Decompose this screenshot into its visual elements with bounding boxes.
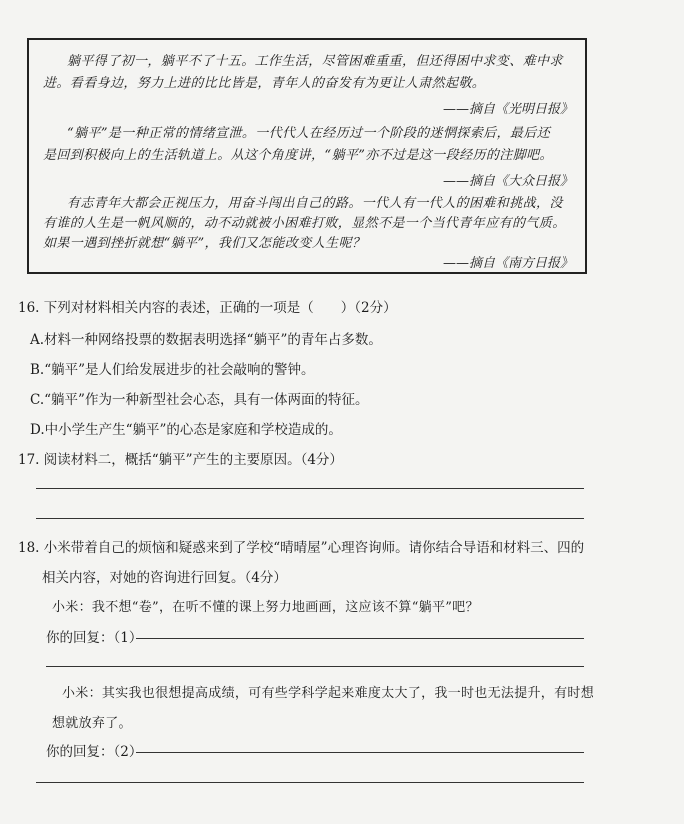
material-1-line-2: 进。看看身边，努力上进的比比皆是，青年人的奋发有为更让人肃然起敬。 bbox=[43, 76, 486, 91]
q16-option-d: D.中小学生产生“躺平”的心态是家庭和学校造成的。 bbox=[30, 422, 342, 438]
q18-stem-line-1: 18. 小米带着自己的烦恼和疑惑来到了学校“晴晴屋”心理咨询师。请你结合导语和材料三、四的 bbox=[18, 540, 585, 556]
q16-option-b: B.“躺平”是人们给发展进步的社会敲响的警钟。 bbox=[30, 362, 315, 378]
xiaomi-speech-1: 小米：我不想“卷”，在听不懂的课上努力地画画，这应该不算“躺平”吧？ bbox=[52, 600, 479, 615]
q16-option-a: A.材料一种网络投票的数据表明选择“躺平”的青年占多数。 bbox=[30, 332, 382, 348]
q16-stem: 16. 下列对材料相关内容的表述，正确的一项是（ ）（2分） bbox=[18, 300, 397, 316]
reply-1-answer-line-1[interactable] bbox=[136, 638, 584, 639]
material-3-line-3: 如果一遇到挫折就想“躺平”，我们又怎能改变人生呢？ bbox=[43, 236, 366, 251]
material-2-line-2: 是回到积极向上的生活轨道上。从这个角度讲，“躺平”亦不过是这一段经历的注脚吧。 bbox=[43, 148, 553, 163]
reply-1-label: 你的回复：（1） bbox=[46, 630, 143, 646]
material-3-line-1: 有志青年大都会正视压力，用奋斗闯出自己的路。一代人有一代人的困难和挑战，没 bbox=[67, 196, 563, 211]
material-1-line-1: 躺平得了初一，躺平不了十五。工作生活，尽管困难重重，但还得困中求变、难中求 bbox=[67, 54, 563, 69]
q17-answer-line-2[interactable] bbox=[36, 518, 584, 519]
material-1-source: ——摘自《光明日报》 bbox=[442, 102, 573, 117]
q18-stem-line-2: 相关内容，对她的咨询进行回复。（4分） bbox=[42, 570, 287, 586]
q17-stem: 17. 阅读材料二，概括“躺平”产生的主要原因。（4分） bbox=[18, 452, 343, 468]
reply-1-answer-line-2[interactable] bbox=[46, 666, 584, 667]
q17-answer-line-1[interactable] bbox=[36, 488, 584, 489]
material-2-source: ——摘自《大众日报》 bbox=[442, 174, 573, 189]
q16-option-c: C.“躺平”作为一种新型社会心态，具有一体两面的特征。 bbox=[30, 392, 369, 408]
materials-box bbox=[27, 38, 587, 274]
material-3-source: ——摘自《南方日报》 bbox=[442, 256, 573, 271]
material-2-line-1: “躺平”是一种正常的情绪宣泄。一代代人在经历过一个阶段的迷惘探索后，最后还 bbox=[67, 126, 551, 141]
reply-2-label: 你的回复：（2） bbox=[46, 744, 143, 760]
reply-2-answer-line-1[interactable] bbox=[136, 752, 584, 753]
material-3-line-2: 有谁的人生是一帆风顺的，动不动就被小困难打败，显然不是一个当代青年应有的气质。 bbox=[43, 216, 566, 231]
reply-2-answer-line-2[interactable] bbox=[36, 782, 584, 783]
xiaomi-speech-2-line-1: 小米：其实我也很想提高成绩，可有些学科学起来难度太大了，我一时也无法提升，有时想 bbox=[62, 686, 595, 701]
xiaomi-speech-2-line-2: 想就放弃了。 bbox=[52, 716, 132, 731]
